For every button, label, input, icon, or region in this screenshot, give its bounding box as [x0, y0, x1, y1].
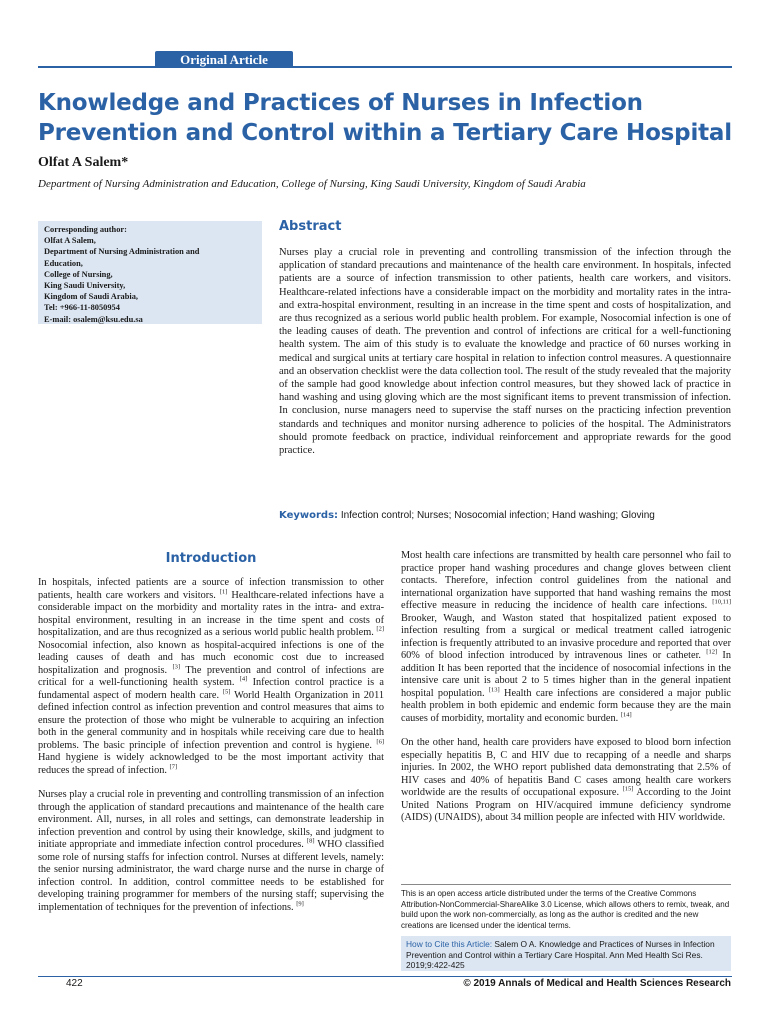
article-type-tag: Original Article [155, 51, 293, 68]
intro-paragraph-1: In hospitals, infected patients are a source of infection transmission to other patients, health care workers and visitors. [1] Healthcare-related infections have a considerable impact on the morbidity and mortality rates in the intra- and extra-hospital environment, resulting in an increase in the time spent and costs of hospitalization, and are thus recognized as a serious world public health problem. [2] Nosocomial infection, also known as hospital-acquired infections is one of the leading causes of death and has much economic cost due to increased hospitalization and prognosis. [3] The prevention and control of infections are critical for a well-functioning health system. [4] Infection control practice is a fundamental aspect of modern health care. [5] World Health Organization in 2011 defined infection control as infection prevention and control measures that aims to ensure the protection of those who might be vulnerable to acquiring an infection both in the general community and in hospitals while receiving care due to health problems. The basic principle of infection prevention and control is hygiene. [6] Hand hygiene is widely acknowledged to be the most important activity that reduces the spread of infection. [7] [38, 577, 384, 776]
intro-paragraph-3: Most health care infections are transmitted by health care personnel who fail to practice proper hand washing procedures and change gloves between client contacts. Therefore, infection control guidelines from the national and international organization have supported that hand washing remains the most effective measure in reducing the incidence of health care infections. [10,11] Brooker, Waugh, and Waston stated that hospitalized patient exposed to infection resulting from a surgical or medical treatment called iatrogenic infection is frequently attributed to an invasive procedure and reported that over 60% of blood infection introduced by intravenous lines or catheter. [12] In addition It has been reported that the incidence of nosocomial infections in the intensive care unit is about 2 to 5 times higher than in the general inpatient hospital population. [13] Health care infections are considered a major public health problem in both epidemic and endemic form because they are the main causes of morbidity, mortality and economic burden. [14] [401, 550, 731, 724]
citation-ref[interactable]: [1] [219, 588, 228, 596]
footer-rule [38, 976, 732, 977]
citation-ref[interactable]: [14] [620, 711, 632, 719]
citation-ref[interactable]: [6] [376, 738, 384, 746]
citation-ref[interactable]: [3] [172, 663, 181, 671]
citation-box [401, 936, 731, 971]
corr-line: College of Nursing, [44, 269, 113, 279]
article-title: Knowledge and Practices of Nurses in Infection Prevention and Control within a Tertiary Care Hospital [38, 90, 732, 146]
corresponding-author-box [38, 221, 262, 324]
citation-text: Salem O A. Knowledge and Practices of Nurses in Infection Prevention and Control within a Tertiary Care Hospital. Ann Med Health Sci Res. 2019;9:422-425 [406, 939, 715, 971]
citation-ref[interactable]: [4] [239, 675, 248, 683]
keywords-label: Keywords: [279, 510, 339, 521]
right-column [401, 550, 731, 837]
citation-ref[interactable]: [15] [622, 785, 634, 793]
intro-paragraph-2: Nurses play a crucial role in preventing and controlling transmission of an infection through the application of standard precautions and maintenance of the health care environment. All, nurses, in all roles and settings, can demonstrate leadership in infection prevention and control by using their knowledge, skills, and judgment to initiate appropriate and immediate infection control procedures. [8] WHO classified some role of nursing staffs for infection control. Nurses at different levels, namely: the senior nursing administrator, the ward charge nurse and the nurse in charge of infection control. In addition, control committee needs to be established for developing training programmer for members of the nursing staff; supervising the implementation of techniques for the prevention of infections. [9] [38, 789, 384, 913]
corr-line: Department of Nursing Administration and [44, 247, 200, 257]
journal-name: © 2019 Annals of Medical and Health Sciences Research [463, 978, 731, 989]
citation-label: How to Cite this Article: [406, 939, 493, 949]
keywords [279, 510, 731, 521]
author-name: Olfat A Salem* [38, 155, 129, 170]
citation-ref[interactable]: [5] [222, 688, 231, 696]
citation-ref[interactable]: [8] [306, 837, 315, 845]
corr-line: Education, [44, 258, 83, 268]
corr-line: King Saudi University, [44, 281, 126, 291]
keywords-list: Infection control; Nurses; Nosocomial infection; Hand washing; Gloving [340, 510, 655, 521]
introduction-heading: Introduction [165, 551, 257, 566]
citation-ref[interactable]: [9] [296, 900, 304, 908]
corr-line: Tel: +966-11-8050954 [44, 303, 120, 313]
author-affiliation: Department of Nursing Administration and Education, College of Nursing, King Saudi University, Kingdom of Saudi Arabia [38, 178, 586, 190]
header-rule [38, 66, 732, 68]
corr-line: Kingdom of Saudi Arabia, [44, 292, 139, 302]
corr-email: E-mail: osalem@ksu.edu.sa [44, 314, 143, 324]
citation-ref[interactable]: [12] [706, 648, 718, 656]
citation-ref[interactable]: [10,11] [712, 598, 731, 606]
abstract-text: Nurses play a crucial role in preventing and controlling transmission of the infection through the application of standard precautions and maintenance of the health care environment. In hospitals, infected patients are a source of infection transmission to other patients, health care workers, and visitors. Healthcare-related infections have a considerable impact on the morbidity and mortality rates in the intra- and extra-hospital environment, resulting in an increase in the time spent and costs of hospitalization, and are thus recognized as a serious world public health problem. For example, Nosocomial infection is one of the leading causes of death. The prevention and control of infections are critical for a well-functioning health system. The aim of this study is to evaluate the knowledge and practice of 60 nurses working in medical and surgical units at tertiary care hospital in relation to infection control measures. A questionnaire and an observation checklist were the data collection tool. The result of the study revealed that the majority of the sample had good knowledge about infection control measures, but they showed lack of practice in hand washing and using gloving which are the most significant items to prevent transmission of infection. In conclusion, nurse managers need to supervise the staff nurses on the practicing infection prevention standards and techniques and monitor nursing adherence to policies of the hospital. The Administrators should promote feedback on practice, individual reinforcement and appropriate rewards for the good practice. [279, 247, 731, 457]
corr-line: Olfat A Salem, [44, 236, 96, 246]
abstract-heading: Abstract [279, 219, 342, 234]
citation-ref[interactable]: [13] [488, 686, 500, 694]
license-note: This is an open access article distributed under the terms of the Creative Commons Attribution-NonCommercial-ShareAlike 3.0 License, which allows others to remix, tweak, and build upon the work non-commercially, as long as the author is credited and the new creations are licensed under the identical terms. [401, 884, 731, 931]
citation-ref[interactable]: [7] [169, 763, 178, 771]
intro-paragraph-4: On the other hand, health care providers have exposed to blood born infection especially hepatitis B, C and HIV due to recapping of a needle and sharps injuries. In 2002, the WHO report published data demonstrating that 2.5% of HIV cases and 40% of hepatitis Band C cases among health care workers worldwide are the results of occupational exposure. [15] According to the Joint United Nations Program on HIV/acquired immune deficiency syndrome (AIDS) (UNAIDS), about 34 million people are infected with HIV worldwide. [401, 737, 731, 823]
left-column [38, 577, 384, 926]
page-number: 422 [66, 978, 83, 989]
citation-ref[interactable]: [2] [376, 625, 384, 633]
corresponding-author-label: Corresponding author: [44, 225, 127, 234]
